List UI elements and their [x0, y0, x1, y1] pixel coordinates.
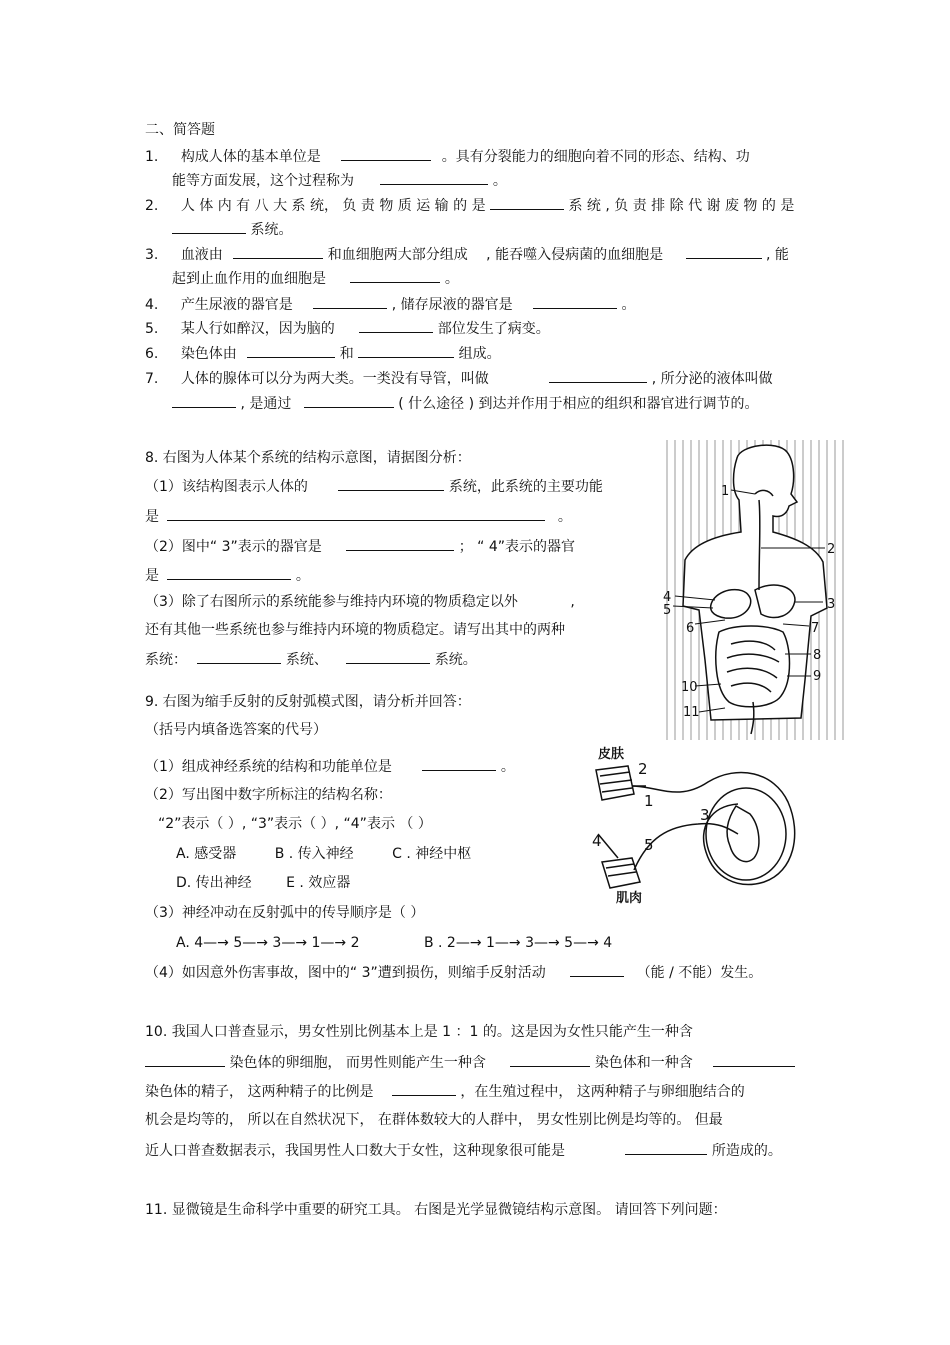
- q9-p3-option-b: B . 2—→ 1—→ 3—→ 5—→ 4: [423, 935, 613, 951]
- q7-blank-2[interactable]: [172, 393, 236, 408]
- fig8-label-7: 7: [811, 621, 820, 636]
- q4-number: 4.: [145, 297, 159, 313]
- q8-blank-4[interactable]: [167, 565, 291, 580]
- q8-p1a: （1）该结构图表示人体的: [145, 479, 308, 495]
- fig8-label-10: 10: [681, 680, 698, 695]
- q4-text-a: 产生尿液的器官是: [180, 297, 293, 313]
- q9-option-d: D. 传出神经: [176, 875, 252, 891]
- q10-l5a: 近人口普查数据表示，我国男性人口数大于女性，这种现象很可能是: [145, 1143, 565, 1159]
- q5-blank-1[interactable]: [359, 318, 433, 333]
- question-6: [145, 343, 501, 364]
- q10-blank-1[interactable]: [145, 1052, 225, 1067]
- q10-line-3: [145, 1081, 745, 1102]
- q8-blank-3[interactable]: [346, 536, 454, 551]
- q9-part3: （3）神经冲动在反射弧中的传导顺序是（ ）: [145, 905, 425, 921]
- q2-text-b: 系 统 , 负 责 排 除 代 谢 废 物 的 是: [568, 198, 795, 214]
- fig9-label-5: 5: [644, 836, 654, 854]
- q3-text-e: 起到止血作用的血细胞是: [172, 271, 326, 287]
- fig8-label-2: 2: [827, 542, 836, 557]
- q8-p1c: 是: [145, 509, 159, 525]
- q10-line-1: 10. 我国人口普查显示，男女性别比例基本上是 1 ：1 的。这是因为女性只能产生一种含: [145, 1024, 693, 1040]
- q6-number: 6.: [145, 346, 159, 362]
- q9-blank-2[interactable]: [570, 962, 624, 977]
- q9-p4a: （4）如因意外伤害事故，图中的“ 3”遭到损伤，则缩手反射活动: [145, 965, 546, 981]
- q7-text-c: , 是通过: [240, 396, 292, 412]
- q5-text-b: 部位发生了病变。: [437, 321, 550, 337]
- q7-text-a: 人体的腺体可以分为两大类。一类没有导管，叫做: [180, 371, 489, 387]
- q9-options-row-2: [176, 873, 350, 893]
- reflex-arc-figure: [588, 742, 803, 920]
- q2-number: 2.: [145, 198, 159, 214]
- q6-text-b: 和: [339, 346, 354, 362]
- question-2-line-2: [172, 219, 292, 240]
- q8-p3e: 系统、: [285, 652, 328, 668]
- fig9-label-2: 2: [638, 760, 648, 778]
- q9-part1: [145, 756, 515, 777]
- q2-text-a: 人 体 内 有 八 大 系 统， 负 责 物 质 运 输 的 是: [180, 198, 486, 214]
- fig9-label-4: 4: [592, 832, 602, 850]
- q10-l5b: 所造成的。: [711, 1143, 782, 1159]
- q8-p3d: 系统：: [145, 652, 187, 668]
- q8-p1b: 系统，此系统的主要功能: [448, 479, 603, 495]
- q10-line-2: [145, 1052, 795, 1073]
- q8-blank-6[interactable]: [346, 649, 430, 664]
- fig8-label-9: 9: [813, 669, 822, 684]
- q9-stem: 9. 右图为缩手反射的反射弧模式图，请分析并回答：: [145, 694, 471, 710]
- fig8-label-5: 5: [663, 603, 672, 618]
- question-3-line-2: [172, 268, 459, 289]
- question-7-line-2: [172, 393, 759, 414]
- q1-blank-2[interactable]: [380, 170, 488, 185]
- q10-blank-3[interactable]: [713, 1052, 795, 1067]
- q6-text-c: 组成。: [458, 346, 501, 362]
- fig8-label-1: 1: [721, 484, 730, 499]
- q8-part3-line3: [145, 649, 477, 670]
- question-7-line-1: [145, 368, 773, 389]
- fig8-label-11: 11: [683, 705, 700, 720]
- q6-text-a: 染色体由: [180, 346, 237, 362]
- q4-blank-2[interactable]: [533, 294, 617, 309]
- q8-part3-line1: [145, 592, 575, 612]
- q9-p1a: （1）组成神经系统的结构和功能单位是: [145, 759, 392, 775]
- q9-note: （括号内填备选答案的代号）: [145, 722, 327, 738]
- q11-line-1: 11. 显微镜是生命科学中重要的研究工具。 右图是光学显微镜结构示意图。 请回答下列问题：: [145, 1202, 727, 1218]
- q9-part4: [145, 962, 762, 983]
- q9-option-b: B . 传入神经: [274, 846, 354, 862]
- q8-blank-5[interactable]: [197, 649, 281, 664]
- q9-part3-options: [176, 933, 612, 953]
- q8-p2a: （2）图中“ 3”表示的器官是: [145, 539, 322, 555]
- section-title: 二、简答题: [145, 122, 215, 138]
- q10-blank-2[interactable]: [510, 1052, 590, 1067]
- q9-blank-1[interactable]: [422, 756, 496, 771]
- q8-p3f: 系统。: [434, 652, 477, 668]
- q1-text-d: 。: [492, 173, 507, 189]
- q10-blank-4[interactable]: [392, 1081, 456, 1096]
- q5-text-a: 某人行如醉汉，因为脑的: [180, 321, 335, 337]
- q2-text-c: 系统。: [250, 222, 293, 238]
- fig8-label-4: 4: [663, 590, 672, 605]
- q2-blank-2[interactable]: [172, 219, 246, 234]
- q6-blank-2[interactable]: [358, 343, 454, 358]
- q8-p3b: ,: [570, 594, 575, 610]
- q7-blank-3[interactable]: [304, 393, 394, 408]
- q9-option-c: C . 神经中枢: [392, 846, 472, 862]
- q8-part3-line2: 还有其他一些系统也参与维持内环境的物质稳定。请写出其中的两种: [145, 622, 565, 638]
- q9-p4b: （能 / 不能）发生。: [636, 965, 763, 981]
- q8-part2-line2: [145, 565, 310, 586]
- q2-blank-1[interactable]: [490, 195, 564, 210]
- q10-line-4: 机会是均等的， 所以在自然状况下， 在群体数较大的人群中， 男女性别比例是均等的。 但最: [145, 1112, 723, 1128]
- fig8-label-6: 6: [686, 621, 695, 636]
- q4-blank-1[interactable]: [313, 294, 387, 309]
- q7-text-d: ( 什么途径 ) 到达并作用于相应的组织和器官进行调节的。: [398, 396, 759, 412]
- skin-label: 皮肤: [598, 747, 625, 762]
- q3-text-b: 和血细胞两大部分组成: [327, 247, 468, 263]
- q3-text-a: 血液由: [180, 247, 223, 263]
- q8-part2-line1: [145, 536, 575, 557]
- question-4: [145, 294, 636, 315]
- q8-p1d: 。: [557, 509, 572, 525]
- q8-stem: 8. 右图为人体某个系统的结构示意图，请据图分析：: [145, 450, 471, 466]
- q10-l2a: 染色体的卵细胞， 而男性则能产生一种含: [229, 1055, 486, 1071]
- q9-options-row-1: [176, 844, 471, 864]
- fig8-label-3: 3: [827, 597, 836, 612]
- q7-number: 7.: [145, 371, 159, 387]
- q1-text-b: 。具有分裂能力的细胞向着不同的形态、结构、功: [441, 149, 750, 165]
- q8-part1-line1: [145, 476, 603, 497]
- q1-text-c: 能等方面发展，这个过程称为: [172, 173, 354, 189]
- q10-l3b: ，在生殖过程中， 这两种精子与卵细胞结合的: [460, 1084, 745, 1100]
- q9-option-e: E . 效应器: [286, 875, 351, 891]
- q8-blank-1[interactable]: [338, 476, 444, 491]
- fig9-label-3: 3: [700, 806, 710, 824]
- q9-part2: （2）写出图中数字所标注的结构名称：: [145, 787, 392, 803]
- q8-p2b: ； “ 4”表示的器官: [458, 539, 576, 555]
- q7-blank-1[interactable]: [549, 368, 647, 383]
- q1-blank-1[interactable]: [341, 146, 431, 161]
- q10-l2b: 染色体和一种含: [594, 1055, 693, 1071]
- muscle-label: 肌肉: [616, 891, 643, 906]
- q3-text-d: , 能: [765, 247, 789, 263]
- digestive-system-figure: [655, 440, 850, 740]
- fig8-label-8: 8: [813, 648, 822, 663]
- question-1-line-2: [172, 170, 507, 191]
- q8-part1-line2: [145, 506, 572, 527]
- q1-text-a: 构成人体的基本单位是: [180, 149, 321, 165]
- question-1-line-1: [145, 146, 750, 167]
- q4-text-b: , 储存尿液的器官是: [391, 297, 513, 313]
- q10-line-5: [145, 1140, 782, 1161]
- q3-text-c: , 能吞噬入侵病菌的血细胞是: [486, 247, 664, 263]
- q3-blank-2[interactable]: [686, 244, 762, 259]
- q8-p3a: （3）除了右图所示的系统能参与维持内环境的物质稳定以外: [145, 594, 518, 610]
- question-3-line-1: [145, 244, 789, 265]
- q10-blank-5[interactable]: [625, 1140, 707, 1155]
- q3-blank-1[interactable]: [233, 244, 323, 259]
- q9-option-a: A. 感受器: [176, 846, 237, 862]
- q7-text-b: , 所分泌的液体叫做: [651, 371, 773, 387]
- fig9-label-1: 1: [644, 792, 654, 810]
- q3-number: 3.: [145, 247, 159, 263]
- q8-p2c: 是: [145, 568, 159, 584]
- q8-blank-2[interactable]: [167, 506, 545, 521]
- q3-blank-3[interactable]: [350, 268, 440, 283]
- q10-l3a: 染色体的精子， 这两种精子的比例是: [145, 1084, 374, 1100]
- question-2-line-1: [145, 195, 794, 216]
- question-5: [145, 318, 550, 339]
- q6-blank-1[interactable]: [247, 343, 335, 358]
- q9-p3-option-a: A. 4—→ 5—→ 3—→ 1—→ 2: [176, 935, 360, 951]
- q3-text-f: 。: [444, 271, 459, 287]
- q5-number: 5.: [145, 321, 159, 337]
- q9-part2-brackets: “2”表示（ ）, “3”表示（ ）, “4”表示 （ ）: [158, 816, 432, 832]
- q1-number: 1.: [145, 149, 159, 165]
- q9-p1b: 。: [500, 759, 515, 775]
- q4-text-c: 。: [621, 297, 636, 313]
- q8-p2d: 。: [295, 568, 310, 584]
